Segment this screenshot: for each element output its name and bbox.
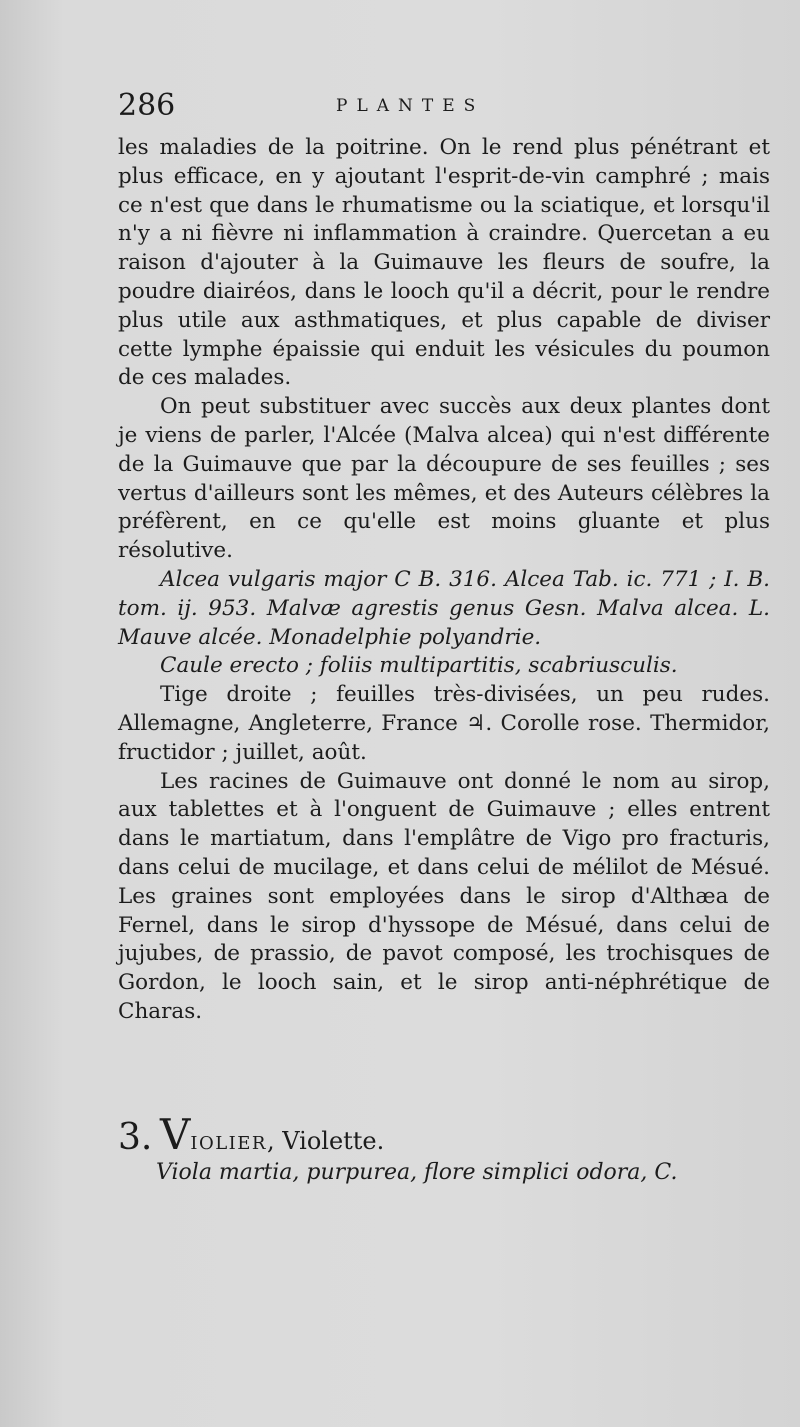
paragraph-uses: Les racines de Guimauve ont donné le nom au sirop, aux tablettes et à l'onguent de Guimauve ; elles entrent dans le martiatum, dans l'emplâtre de Vigo pro fracturis, dans celui de mucilage, et dans celui de mélilot de Mésué. Les graines sont employées dans le sirop d'Althæa de Fernel, dans le sirop d'hyssope de Mésué, dans celui de jujubes, de prassio, de pavot composé, les trochisques de Gordon, le looch sain, et le sirop anti-néphrétique de Charas. [118, 768, 770, 1024]
page-number: 286 [118, 88, 176, 123]
paragraph-latin-description: Caule erecto ; foliis multipartitis, scabriusculis. [160, 653, 678, 679]
section-initial: V [160, 1110, 191, 1159]
section-title-rest: IOLIER [190, 1133, 267, 1154]
running-title: PLANTES [336, 96, 485, 116]
section-french-name: , Violette. [266, 1127, 385, 1155]
paragraph-french-description: Tige droite ; feuilles très-divisées, un peu rudes. Allemagne, Angleterre, France ♃. Corolle rose. Thermidor, fructidor ; juillet, août. [118, 682, 770, 765]
paragraph-continuation: les maladies de la poitrine. On le rend plus pénétrant et plus efficace, en y ajoutant l'esprit-de-vin camphré ; mais ce n'est que dans le rhumatisme ou la sciatique, et lorsqu'il n'y a ni fièvre ni inflammation à craindre. Quercetan a eu raison d'ajouter à la Guimauve les fleurs de soufre, la poudre diairéos, dans le looch qu'il a décrit, pour le rendre plus utile aux asthmatiques, et plus capable de diviser cette lymphe épaissie qui enduit les vésicules du poumon de ces malades. [118, 135, 770, 391]
paragraph-synonyms: Alcea vulgaris major C B. 316. Alcea Tab. ic. 771 ; I. B. tom. ij. 953. Malvæ agrestis genus Gesn. Malva alcea. L. Mauve alcée. Monadelphie polyandrie. [118, 566, 770, 650]
section-heading [118, 1110, 768, 1159]
paragraph-alcee: On peut substituer avec succès aux deux plantes dont je viens de parler, l'Alcée (Malva alcea) qui n'est différente de la Guimauve que par la découpure de ses feuilles ; ses vertus d'ailleurs sont les mêmes, et des Auteurs célèbres la préfèrent, en ce qu'elle est moins gluante et plus résolutive. [118, 394, 770, 564]
page-header [118, 88, 778, 128]
body-text [118, 134, 770, 1027]
section-latin-name: Viola martia, purpurea, flore simplici odora, C. [156, 1160, 678, 1185]
section-number: 3. [118, 1117, 153, 1158]
